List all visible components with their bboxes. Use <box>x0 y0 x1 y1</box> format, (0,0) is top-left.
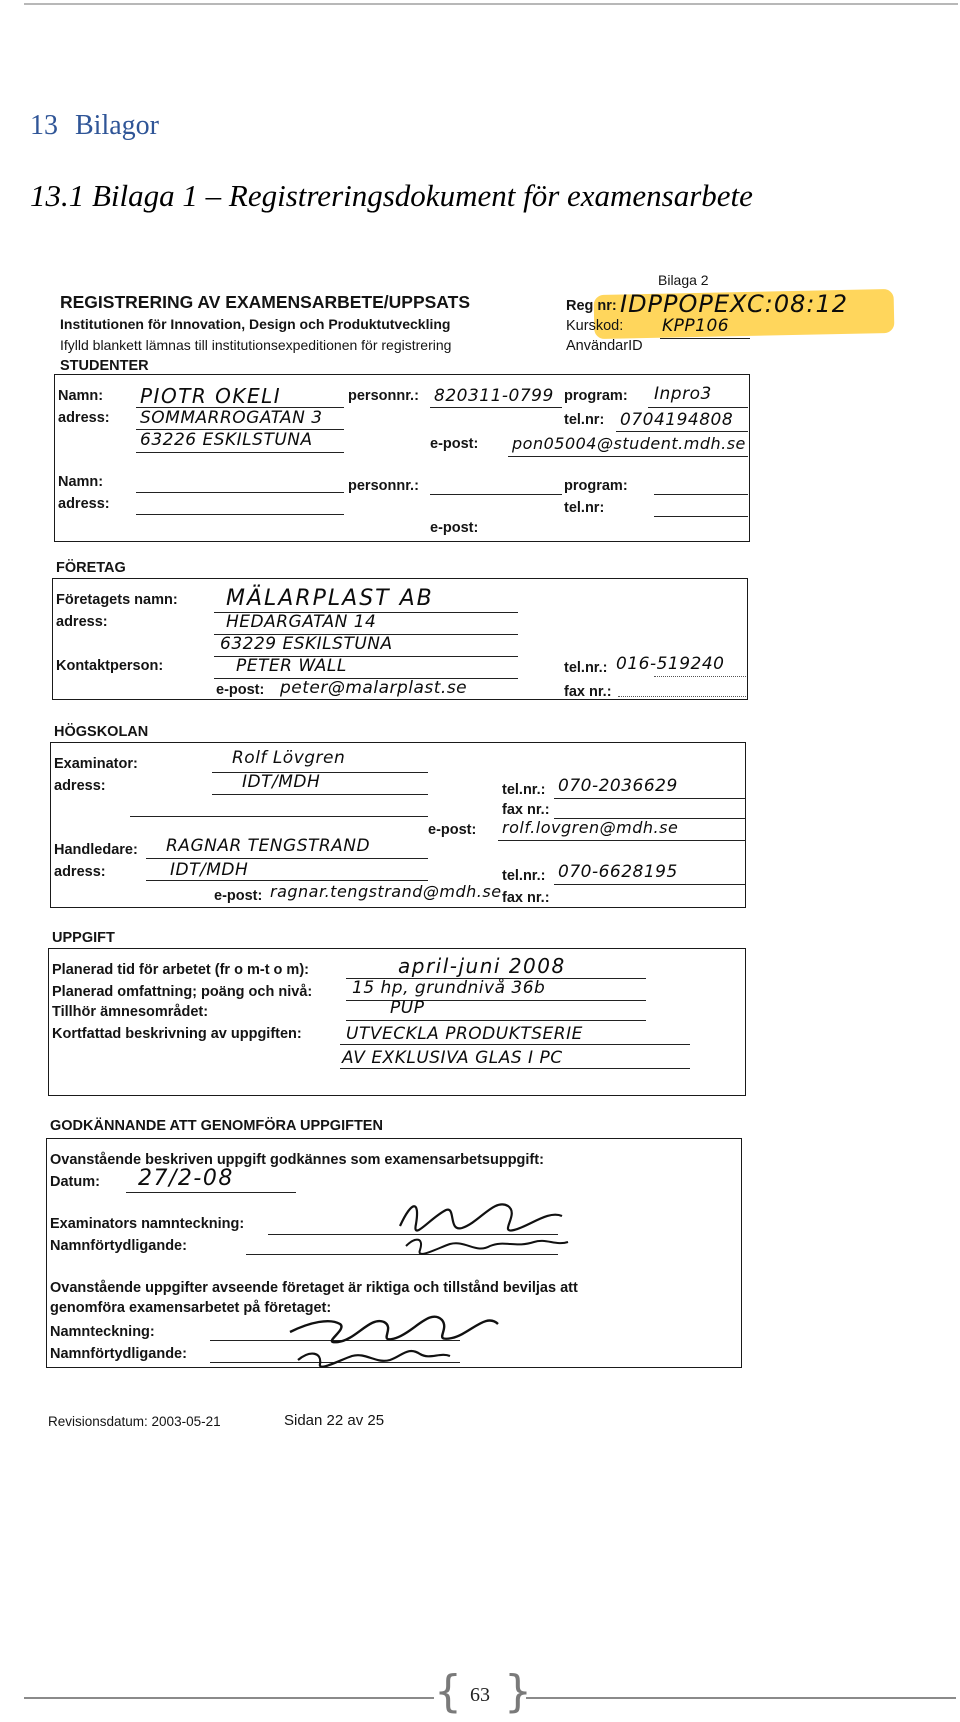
student1-name: PIOTR OKELI <box>140 384 282 408</box>
top-rule <box>24 3 958 5</box>
examinator-tel: 070-2036629 <box>558 776 678 796</box>
student2-name-label: Namn: <box>58 474 104 490</box>
handledare-value: RAGNAR TENGSTRAND <box>166 836 371 856</box>
student1-email: pon05004@student.mdh.se <box>512 434 746 453</box>
student2-email-label: e-post: <box>430 520 479 536</box>
hogskolan-heading: HÖGSKOLAN <box>54 724 149 740</box>
student1-address-label: adress: <box>58 410 110 426</box>
handledare-email-label: e-post: <box>214 888 263 904</box>
instruction-text: Ifylld blankett lämnas till institutionsexpeditionen för registrering <box>60 337 452 353</box>
beskrivning-line1: UTVECKLA PRODUKTSERIE <box>346 1024 583 1044</box>
amne-label: Tillhör ämnesområdet: <box>52 1004 209 1020</box>
student1-program-label: program: <box>564 388 628 404</box>
footer-brace-right: } <box>504 1666 532 1717</box>
section-number: 13 <box>30 110 58 141</box>
kurskod-value: KPP106 <box>662 316 730 336</box>
company-address1: HEDARGATAN 14 <box>226 612 377 632</box>
studenter-heading: STUDENTER <box>60 358 149 374</box>
student2-address-label: adress: <box>58 496 110 512</box>
handledare-address: IDT/MDH <box>170 860 249 880</box>
exam-sign-label: Examinators namnteckning: <box>50 1216 245 1232</box>
form-title: REGISTRERING AV EXAMENSARBETE/UPPSATS <box>60 292 471 312</box>
handledare-tel-label: tel.nr.: <box>502 868 546 884</box>
company-name-label: Företagets namn: <box>56 592 178 608</box>
company-name: MÄLARPLAST AB <box>226 586 434 611</box>
section-title: Bilagor <box>75 110 159 141</box>
company-address2: 63229 ESKILSTUNA <box>220 634 393 654</box>
godkannande-heading: GODKÄNNANDE ATT GENOMFÖRA UPPGIFTEN <box>50 1118 383 1134</box>
reg-label: Reg nr: <box>566 298 617 314</box>
footer-brace-left: { <box>434 1666 462 1717</box>
student1-email-label: e-post: <box>430 436 479 452</box>
company-approval-text-2: genomföra examensarbetet på företaget: <box>50 1300 332 1316</box>
handledare-address-label: adress: <box>54 864 106 880</box>
student2-tel-label: tel.nr: <box>564 500 605 516</box>
company-address-label: adress: <box>56 614 108 630</box>
examinator-email: rolf.lovgren@mdh.se <box>502 818 679 837</box>
beskrivning-label: Kortfattad beskrivning av uppgiften: <box>52 1026 302 1042</box>
reg-value: IDPPOPEXC:08:12 <box>620 290 849 318</box>
company-tel: 016-519240 <box>616 654 725 674</box>
company-signature <box>280 1298 510 1374</box>
attachment-label: Bilaga 2 <box>658 272 709 288</box>
examinator-address: IDT/MDH <box>242 772 321 792</box>
foretag-heading: FÖRETAG <box>56 560 126 576</box>
examinator-label: Examinator: <box>54 756 138 772</box>
student1-program: Inpro3 <box>654 384 712 404</box>
footer-rule-right <box>526 1697 956 1699</box>
datum-label: Datum: <box>50 1174 100 1190</box>
subsection-heading: 13.1 Bilaga 1 – Registreringsdokument för examensarbete <box>30 178 753 213</box>
student2-program-label: program: <box>564 478 628 494</box>
scanned-form <box>46 272 849 1578</box>
form-page-indicator: Sidan 22 av 25 <box>284 1412 385 1429</box>
handledare-label: Handledare: <box>54 842 138 858</box>
anvandarid-label: AnvändarID <box>566 338 643 354</box>
datum-value: 27/2-08 <box>138 1166 234 1191</box>
page-number: 63 <box>470 1684 490 1706</box>
student1-tel-label: tel.nr: <box>564 412 605 428</box>
student1-address1: SOMMARROGATAN 3 <box>140 408 323 428</box>
company-email-label: e-post: <box>216 682 265 698</box>
student1-name-label: Namn: <box>58 388 104 404</box>
handledare-email: ragnar.tengstrand@mdh.se <box>270 882 502 901</box>
beskrivning-line2: AV EXKLUSIVA GLAS I PC <box>342 1048 563 1068</box>
company-fax-label: fax nr.: <box>564 684 612 700</box>
examinator-email-label: e-post: <box>428 822 477 838</box>
examinator-fax-label: fax nr.: <box>502 802 550 818</box>
handledare-fax-label: fax nr.: <box>502 890 550 906</box>
student1-personnr-label: personnr.: <box>348 388 419 404</box>
student1-tel: 0704194808 <box>620 410 734 430</box>
examinator-address-label: adress: <box>54 778 106 794</box>
namnfort-label: Namnförtydligande: <box>50 1238 187 1254</box>
company-tel-label: tel.nr.: <box>564 660 608 676</box>
omfattning-value: 15 hp, grundnivå 36b <box>352 978 546 998</box>
approval-text: Ovanstående beskriven uppgift godkännes som examensarbetsuppgift: <box>50 1152 544 1168</box>
uppgift-heading: UPPGIFT <box>52 930 115 946</box>
examinator-value: Rolf Lövgren <box>232 748 346 768</box>
contact-label: Kontaktperson: <box>56 658 164 674</box>
company-approval-text-1: Ovanstående uppgifter avseende företaget är riktiga och tillstånd beviljas att <box>50 1280 578 1296</box>
namnteckning-label: Namnteckning: <box>50 1324 155 1340</box>
tid-value: april-juni 2008 <box>398 954 566 978</box>
student1-address2: 63226 ESKILSTUNA <box>140 430 313 450</box>
handledare-tel: 070-6628195 <box>558 862 678 882</box>
amne-value: PUP <box>390 998 425 1018</box>
footer-rule-left <box>24 1697 434 1699</box>
institution-text: Institutionen för Innovation, Design och Produktutveckling <box>60 316 451 332</box>
revision-date: Revisionsdatum: 2003-05-21 <box>48 1414 221 1429</box>
contact-value: PETER WALL <box>236 656 347 676</box>
kurskod-label: Kurskod: <box>566 318 624 334</box>
omfattning-label: Planerad omfattning; poäng och nivå: <box>52 984 313 1000</box>
company-email: peter@malarplast.se <box>280 678 468 698</box>
examiner-signature <box>386 1188 586 1266</box>
student1-personnr: 820311-0799 <box>434 386 554 406</box>
student2-personnr-label: personnr.: <box>348 478 419 494</box>
examinator-tel-label: tel.nr.: <box>502 782 546 798</box>
namnfort2-label: Namnförtydligande: <box>50 1346 187 1362</box>
tid-label: Planerad tid för arbetet (fr o m-t o m): <box>52 962 309 978</box>
section-heading <box>30 110 159 142</box>
